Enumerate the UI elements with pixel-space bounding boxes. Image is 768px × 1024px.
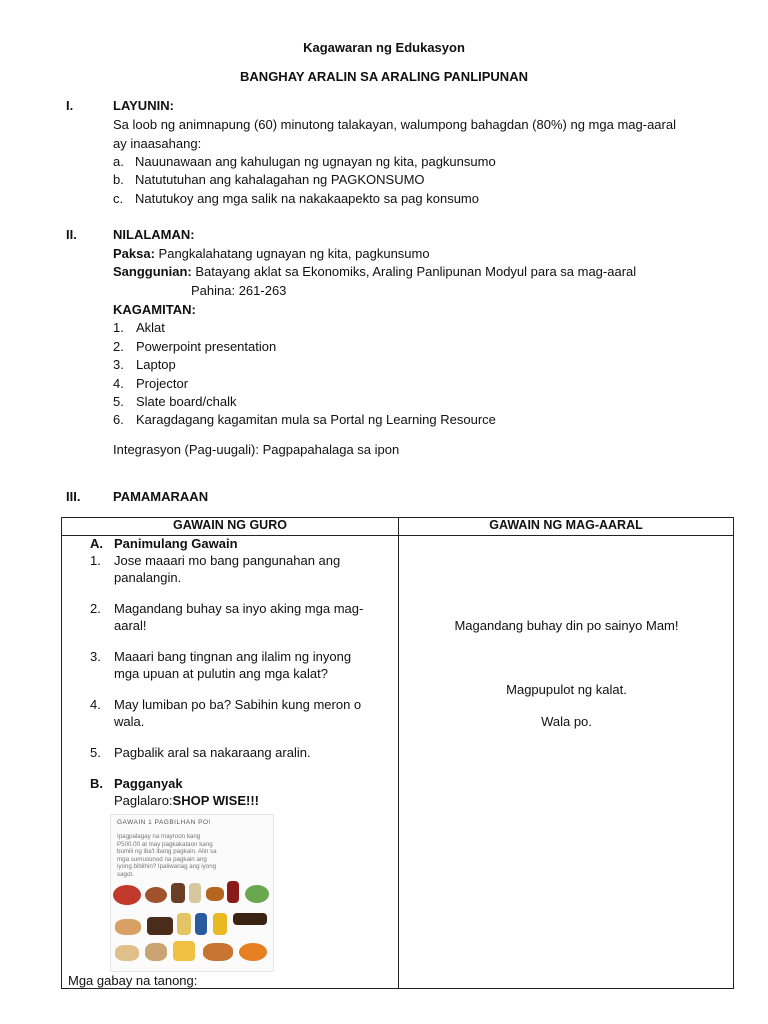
material-num: 2. <box>113 339 124 354</box>
activity-image <box>110 814 274 972</box>
food-image <box>203 943 233 961</box>
burger-image <box>206 887 224 901</box>
material-num: 1. <box>113 320 124 335</box>
salad-image <box>245 885 269 903</box>
mag-aaral-response: Wala po. <box>541 714 592 729</box>
guro-item-line: May lumiban po ba? Sabihin kung meron o <box>114 697 362 712</box>
guro-item-num: 2. <box>90 601 101 616</box>
objective-item <box>113 172 425 187</box>
guro-item-line: Magandang buhay sa inyo aking mga mag- <box>114 601 364 616</box>
guro-item-num: 1. <box>90 553 101 568</box>
objective-letter: b. <box>113 172 124 187</box>
material-text: Laptop <box>136 357 176 372</box>
material-num: 6. <box>113 412 124 427</box>
partA-letter: A. <box>90 536 103 551</box>
activity-image-text: Ipagpalagay na mayroon kang P500.00 at may pagkakataon kang bumili ng iba't ibang pagkain. Alin sa mga sumusunod na pagkain ang iyong bibilhin? Ipaliwanag ang iyong sagot. <box>117 833 217 878</box>
section3-heading: PAMAMARAAN <box>113 489 209 504</box>
material-num: 5. <box>113 394 124 409</box>
kagamitan-heading: KAGAMITAN: <box>113 302 196 317</box>
guro-item-line: Maaari bang tingnan ang ilalim ng inyong <box>114 649 352 664</box>
fries-image <box>173 941 195 961</box>
pizza-image <box>113 885 141 905</box>
paksa-label: Paksa: <box>113 246 155 261</box>
guro-item-num: 5. <box>90 745 101 760</box>
section3-numeral: III. <box>66 489 81 504</box>
mag-aaral-response: Magandang buhay din po sainyo Mam! <box>454 618 679 633</box>
column-header-mag-aaral: GAWAIN NG MAG-AARAL <box>399 518 734 536</box>
objective-text: Nauunawaan ang kahulugan ng ugnayan ng kita, pagkunsumo <box>135 154 496 169</box>
chips-image <box>177 913 191 935</box>
paglalaro-line <box>114 793 259 808</box>
gabay-text: Mga gabay na tanong: <box>68 973 198 988</box>
material-item <box>113 412 496 427</box>
section2-numeral: II. <box>66 227 77 242</box>
material-item <box>113 394 237 409</box>
objective-text: Natututuhan ang kahalagahan ng PAGKONSUMO <box>135 172 425 187</box>
section1-numeral: I. <box>66 98 74 113</box>
drink-image <box>171 883 185 903</box>
material-text: Projector <box>136 376 189 391</box>
pahina-text: Pahina: 261-263 <box>191 283 287 298</box>
paksa-line <box>113 246 430 261</box>
material-item <box>113 376 189 391</box>
food-image <box>145 887 167 903</box>
material-text: Slate board/chalk <box>136 394 237 409</box>
guro-item-line: aaral! <box>114 618 147 633</box>
drink-image <box>189 883 201 903</box>
agency-title: Kagawaran ng Edukasyon <box>303 40 465 55</box>
procedure-table <box>61 517 734 989</box>
partB-title: Pagganyak <box>114 776 183 791</box>
partB-letter: B. <box>90 776 103 791</box>
partA-title: Panimulang Gawain <box>114 536 238 551</box>
objective-item <box>113 154 496 169</box>
paksa-text: Pangkalahatang ugnayan ng kita, pagkunsumo <box>158 246 430 261</box>
sanggunian-line <box>113 264 636 279</box>
material-item <box>113 339 277 354</box>
sanggunian-text: Batayang aklat sa Ekonomiks, Araling Panlipunan Modyul para sa mag-aaral <box>195 264 637 279</box>
integrasyon-text: Integrasyon (Pag-uugali): Pagpapahalaga sa ipon <box>113 442 400 457</box>
section2-heading: NILALAMAN: <box>113 227 195 242</box>
material-item <box>113 357 176 372</box>
objective-letter: a. <box>113 154 124 169</box>
guro-item-line: mga upuan at pulutin ang mga kalat? <box>114 666 328 681</box>
material-text: Powerpoint presentation <box>136 339 277 354</box>
paglalaro-game: SHOP WISE!!! <box>172 793 259 808</box>
guro-item-line: wala. <box>114 714 145 729</box>
mag-aaral-response: Magpupulot ng kalat. <box>506 682 627 697</box>
food-image <box>145 943 167 961</box>
activity-image-caption: GAWAIN 1 PAGBILHAN PO! <box>117 819 211 826</box>
material-num: 4. <box>113 376 124 391</box>
section1-intro-line2: ay inaasahang: <box>113 136 202 151</box>
objective-item <box>113 191 479 206</box>
chocolate-image <box>233 913 267 925</box>
material-text: Karagdagang kagamitan mula sa Portal ng Learning Resource <box>136 412 496 427</box>
material-text: Aklat <box>136 320 165 335</box>
guro-item-line: panalangin. <box>114 570 182 585</box>
guro-item-num: 4. <box>90 697 101 712</box>
mag-aaral-cell <box>399 536 734 989</box>
orange-image <box>239 943 267 961</box>
guro-item-line: Jose maaari mo bang pangunahan ang <box>114 553 341 568</box>
paglalaro-label: Paglalaro: <box>114 793 173 808</box>
bread-image <box>115 919 141 935</box>
column-header-guro: GAWAIN NG GURO <box>62 518 399 536</box>
section1-heading: LAYUNIN: <box>113 98 174 113</box>
material-num: 3. <box>113 357 124 372</box>
lesson-plan-title: BANGHAY ARALIN SA ARALING PANLIPUNAN <box>240 69 528 84</box>
objective-text: Natutukoy ang mga salik na nakakaapekto sa pag konsumo <box>135 191 479 206</box>
material-item <box>113 320 165 335</box>
section1-intro-line1: Sa loob ng animnapung (60) minutong talakayan, walumpong bahagdan (80%) ng mga mag-aaral <box>113 117 676 132</box>
guro-item-num: 3. <box>90 649 101 664</box>
meat-image <box>147 917 173 935</box>
drink-image <box>227 881 239 903</box>
sanggunian-label: Sanggunian: <box>113 264 192 279</box>
snack-image <box>213 913 227 935</box>
sandwich-image <box>115 945 139 961</box>
objective-letter: c. <box>113 191 124 206</box>
guro-cell <box>62 536 399 989</box>
chips-image <box>195 913 207 935</box>
guro-item-line: Pagbalik aral sa nakaraang aralin. <box>114 745 311 760</box>
